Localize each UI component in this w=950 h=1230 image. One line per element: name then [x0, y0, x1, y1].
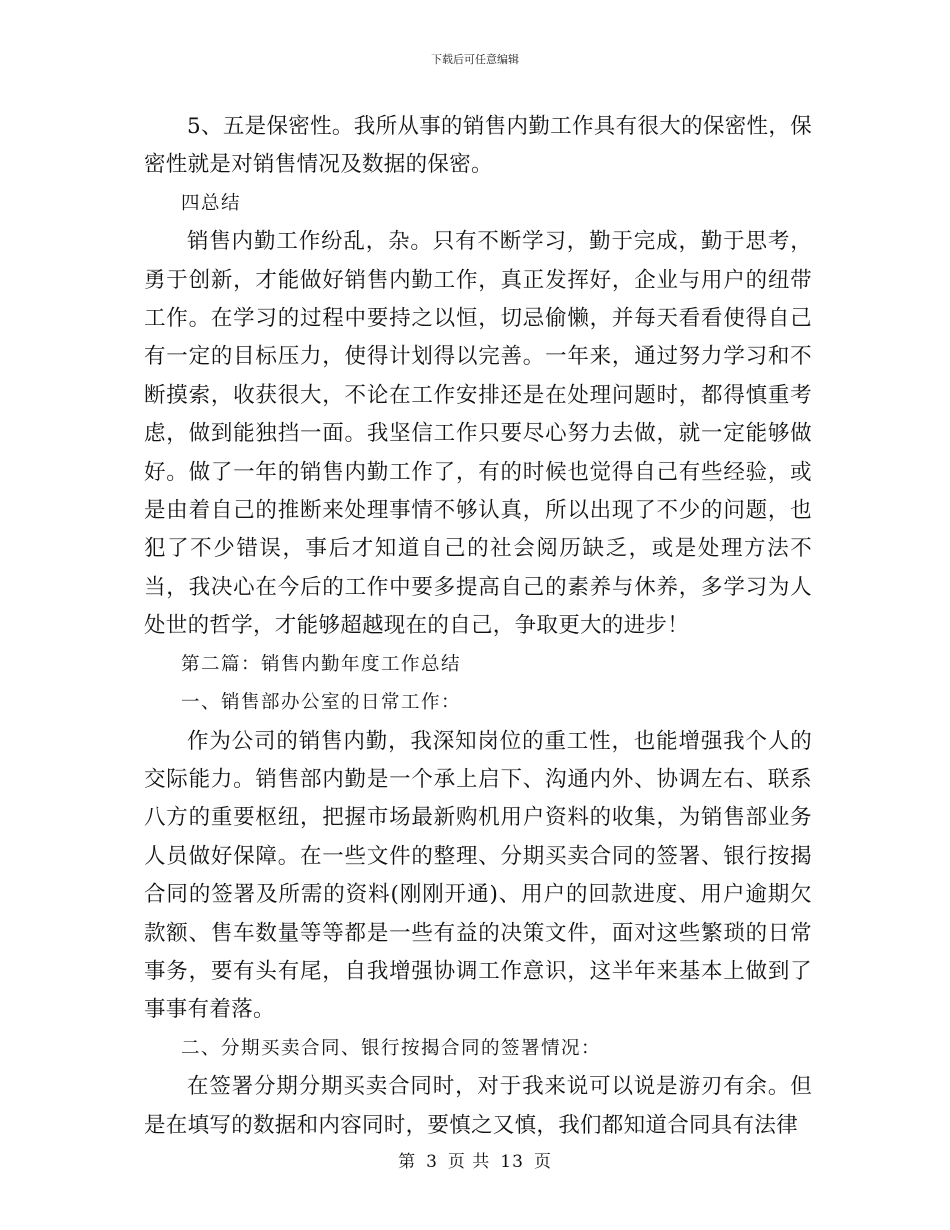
section-heading-summary: 四总结: [181, 192, 242, 214]
page-header-note: 下载后可任意编辑: [431, 53, 519, 66]
current-page-number: 3: [426, 1152, 438, 1172]
paragraph-confidentiality: 5、五是保密性。我所从事的销售内勤工作具有很大的保密性，保密性就是对销售情况及数据的保密。: [144, 114, 812, 178]
chapter-heading-part-two: 第二篇：销售内勤年度工作总结: [181, 653, 462, 675]
page-label-prefix: 第: [398, 1152, 417, 1172]
section-heading-daily-work: 一、销售部办公室的日常工作：: [181, 692, 462, 714]
total-pages-number: 13: [500, 1152, 524, 1172]
section-heading-contracts: 二、分期买卖合同、银行按揭合同的签署情况：: [181, 1037, 602, 1059]
paragraph-daily-work: 作为公司的销售内勤，我深知岗位的重工性，也能增强我个人的交际能力。销售部内勤是一个承上启下、沟通内外、协调左右、联系八方的重要枢纽，把握市场最新购机用户资料的收集，为销售部业务人员做好保障。在一些文件的整理、分期买卖合同的签署、银行按揭合同的签署及所需的资料(刚刚开通)、用户的回款进度、用户逾期欠款额、售车数量等等都是一些有益的决策文件，面对这些繁琐的日常事务，要有头有尾，自我增强协调工作意识，这半年来基本上做到了事事有着落。: [144, 728, 812, 1023]
page-number-footer: [0, 1151, 950, 1173]
page-label-suffix: 页: [533, 1152, 552, 1172]
paragraph-summary: 销售内勤工作纷乱，杂。只有不断学习，勤于完成，勤于思考，勇于创新，才能做好销售内勤工作，真正发挥好，企业与用户的纽带工作。在学习的过程中要持之以恒，切忌偷懒，并每天看看使得自己有一定的目标压力，使得计划得以完善。一年来，通过努力学习和不断摸索，收获很大，不论在工作安排还是在处理问题时，都得慎重考虑，做到能独挡一面。我坚信工作只要尽心努力去做，就一定能够做好。做了一年的销售内勤工作了，有的时候也觉得自己有些经验，或是由着自己的推断来处理事情不够认真，所以出现了不少的问题，也犯了不少错误，事后才知道自己的社会阅历缺乏，或是处理方法不当，我决心在今后的工作中要多提高自己的素养与休养，多学习为人处世的哲学，才能够超越现在的自己，争取更大的进步！: [144, 229, 812, 639]
document-body: [144, 108, 812, 1145]
paragraph-contracts: 在签署分期分期买卖合同时，对于我来说可以说是游刃有余。但是在填写的数据和内容同时，要慎之又慎，我们都知道合同具有法律: [144, 1074, 812, 1138]
page-label-mid: 页 共: [447, 1152, 491, 1172]
